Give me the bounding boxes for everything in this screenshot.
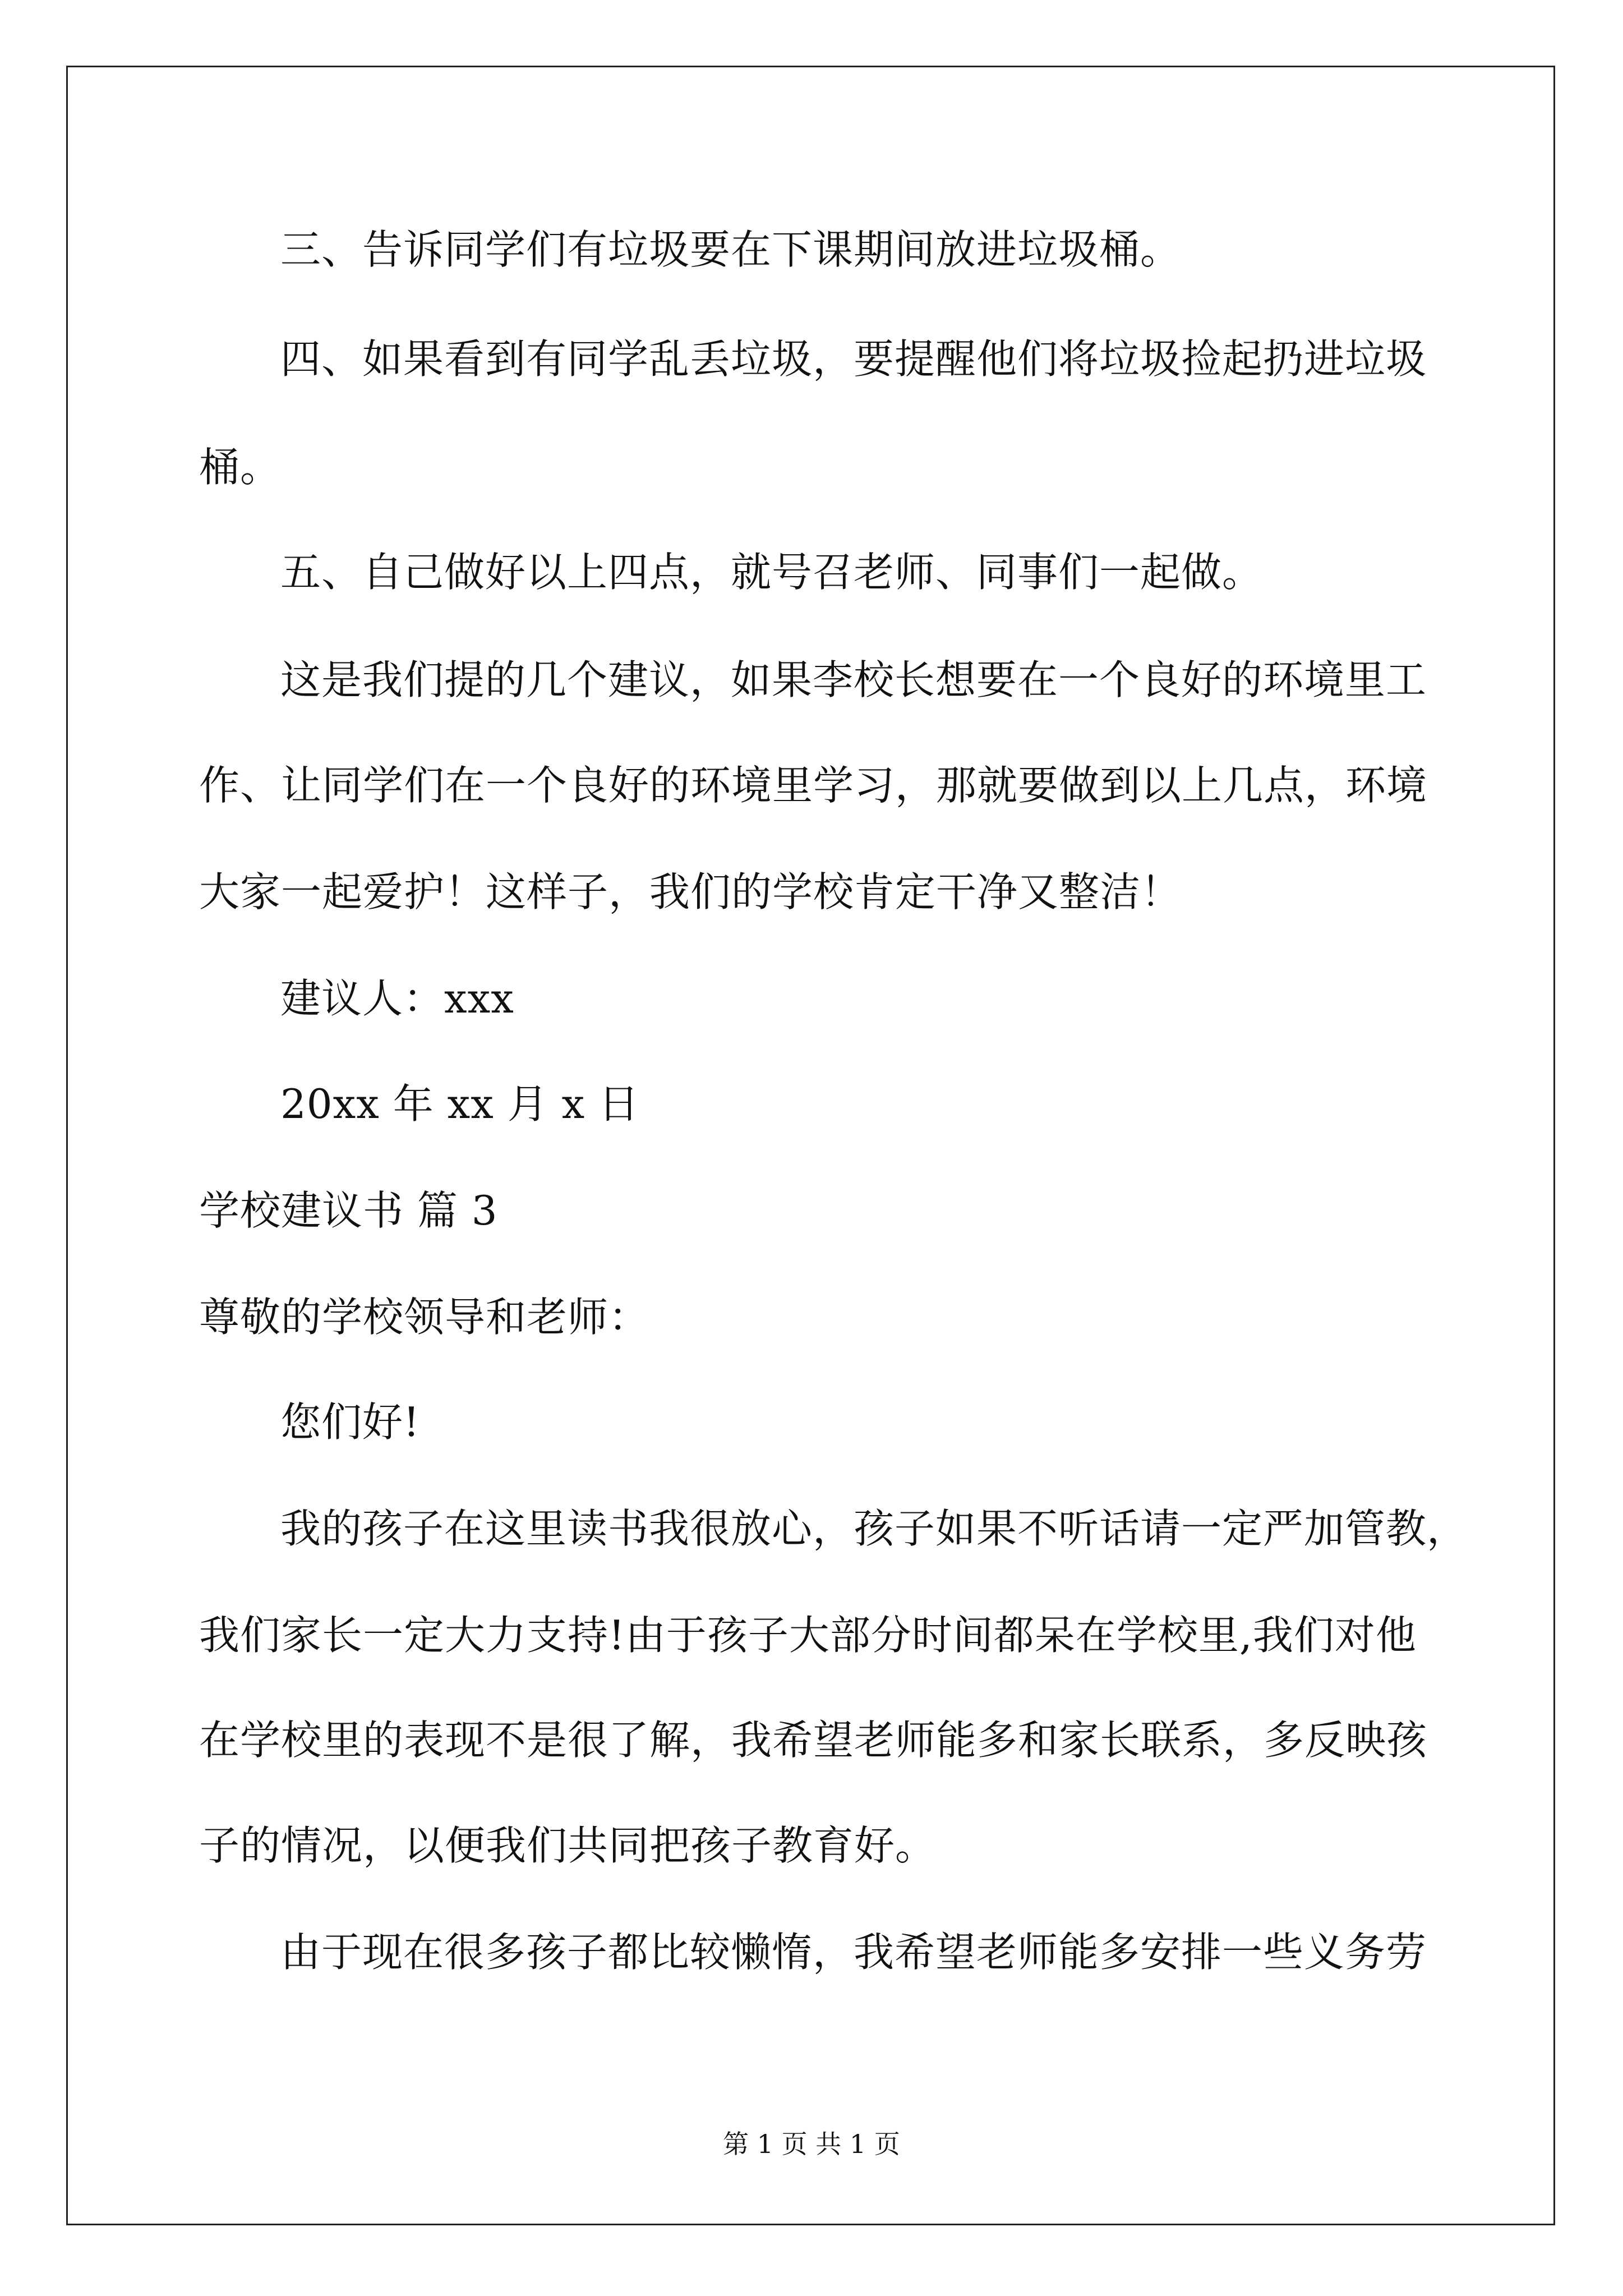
paragraph-line: 三、告诉同学们有垃圾要在下课期间放进垃圾桶。 (280, 226, 1182, 273)
paragraph-line: 四、如果看到有同学乱丢垃圾，要提醒他们将垃圾捡起扔进垃圾 (280, 335, 1427, 383)
date-line: 20xx 年 xx 月 x 日 (280, 1080, 640, 1128)
paragraph-line: 子的情况，以便我们共同把孩子教育好。 (199, 1822, 937, 1869)
page-border (66, 66, 1555, 2225)
section-heading: 学校建议书 篇 3 (199, 1187, 498, 1234)
greeting: 您们好! (280, 1398, 420, 1446)
paragraph-line: 大家一起爱护！这样子，我们的学校肯定干净又整洁！ (199, 868, 1182, 915)
paragraph-line: 五、自己做好以上四点，就号召老师、同事们一起做。 (280, 549, 1264, 596)
paragraph-line: 这是我们提的几个建议，如果李校长想要在一个良好的环境里工 (280, 656, 1427, 703)
paragraph-line: 桶。 (199, 444, 282, 491)
paragraph-line: 由于现在很多孩子都比较懒惰，我希望老师能多安排一些义务劳 (280, 1929, 1427, 1976)
paragraph-line: 我的孩子在这里读书我很放心，孩子如果不听话请一定严加管教， (280, 1505, 1468, 1552)
paragraph-line: 我们家长一定大力支持!由于孩子大部分时间都呆在学校里,我们对他 (199, 1612, 1417, 1659)
paragraph-line: 在学校里的表现不是很了解，我希望老师能多和家长联系，多反映孩 (199, 1717, 1428, 1764)
signature-line: 建议人：xxx (280, 975, 514, 1022)
salutation: 尊敬的学校领导和老师： (199, 1294, 650, 1341)
paragraph-line: 作、让同学们在一个良好的环境里学习，那就要做到以上几点，环境 (199, 762, 1428, 809)
page-footer: 第 1 页 共 1 页 (723, 2129, 900, 2159)
